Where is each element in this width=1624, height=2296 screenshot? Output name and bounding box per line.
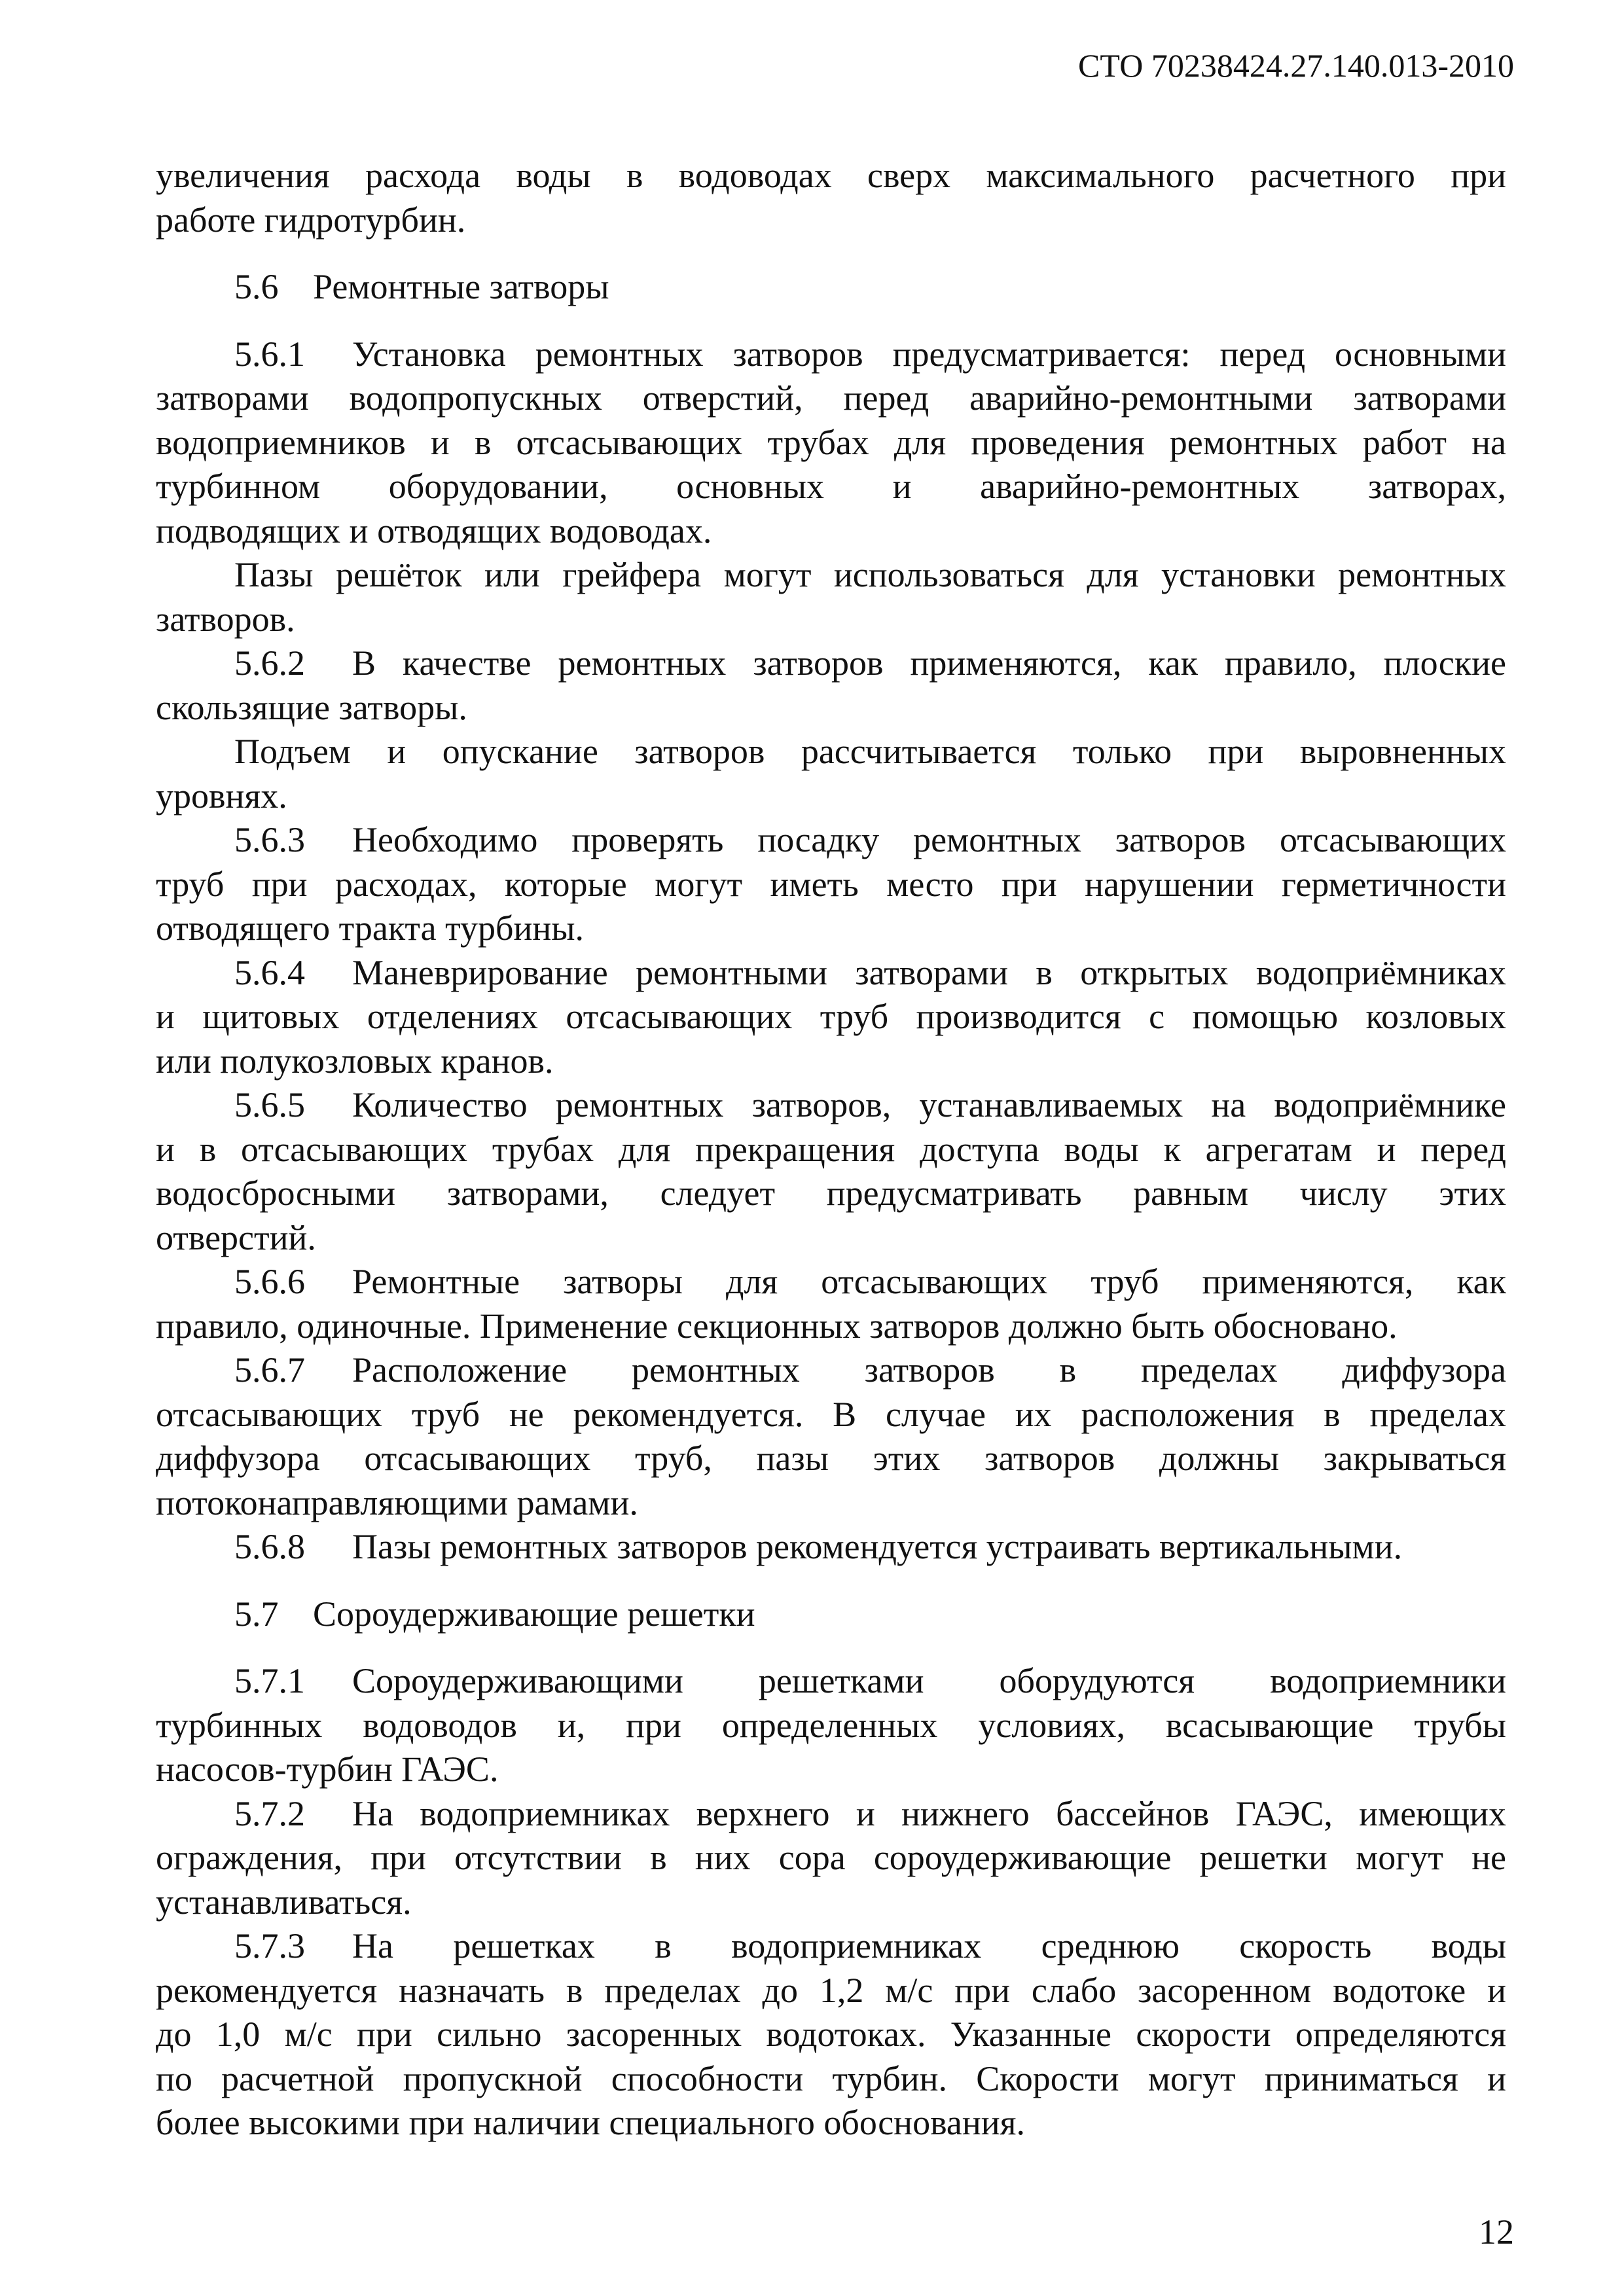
clause-5-6-4-first-line: 5.6.4 Маневрирование ремонтными затворами в открытых водоприёмниках — [156, 951, 1506, 996]
clause-number: 5.6.7 — [234, 1350, 305, 1390]
body-line: водосбросными затворами, следует предусматривать равным числу этих — [156, 1174, 1506, 1213]
section-number: 5.6 — [234, 267, 279, 306]
body-line: правило, одиночные. Применение секционных затворов должно быть обосновано. — [156, 1306, 1398, 1346]
body-line: затворов. — [156, 599, 295, 639]
page-number: 12 — [1479, 2212, 1514, 2251]
clause-number: 5.7.3 — [234, 1926, 305, 1965]
section-heading-5-6 — [156, 265, 1506, 310]
section-heading-5-7 — [156, 1592, 1506, 1637]
page-body — [156, 154, 1506, 2145]
clause-5-6-8-line: 5.6.8 Пазы ремонтных затворов рекомендуется устраивать вертикальными. — [156, 1525, 1506, 1570]
body-line: потоконаправляющими рамами. — [156, 1482, 638, 1522]
body-line: работе гидротурбин. — [156, 200, 466, 240]
clause-number: 5.6.3 — [234, 820, 305, 859]
clause-5-6-7-first-line: 5.6.7 Расположение ремонтных затворов в пределах диффузора — [156, 1348, 1506, 1393]
section-title: Сороудерживающие решетки — [313, 1594, 755, 1634]
body-line: и щитовых отделениях отсасывающих труб производится с помощью козловых — [156, 997, 1506, 1036]
clause-5-7-1-first-line: 5.7.1 Сороудерживающими решетками оборудуются водоприемники — [156, 1659, 1506, 1704]
clause-5-6-6-first-line: 5.6.6 Ремонтные затворы для отсасывающих труб применяются, как — [156, 1260, 1506, 1304]
body-line: скользящие затворы. — [156, 687, 467, 727]
paragraph-first-line: Пазы решёток или грейфера могут использоваться для установки ремонтных — [234, 555, 1506, 594]
document-code-header: СТО 70238424.27.140.013-2010 — [1078, 47, 1514, 84]
body-line: рекомендуется назначать в пределах до 1,2 м/с при слабо засоренном водотоке и — [156, 1970, 1506, 2010]
clause-number: 5.7.1 — [234, 1661, 305, 1700]
clause-5-6-1-first-line: 5.6.1 Установка ремонтных затворов предусматривается: перед основными — [156, 332, 1506, 377]
body-line: устанавливаться. — [156, 1882, 412, 1922]
clause-5-6-2-first-line: 5.6.2 В качестве ремонтных затворов применяются, как правило, плоские — [156, 641, 1506, 686]
clause-number: 5.6.4 — [234, 952, 305, 992]
body-line: турбинных водоводов и, при определенных условиях, всасывающие трубы — [156, 1705, 1506, 1745]
body-line: диффузора отсасывающих труб, пазы этих затворов должны закрываться — [156, 1439, 1506, 1478]
body-line: более высокими при наличии специального обоснования. — [156, 2103, 1025, 2142]
clause-number: 5.7.2 — [234, 1793, 305, 1833]
paragraph-first-line: Подъем и опускание затворов рассчитывается только при выровненных — [234, 732, 1506, 771]
body-line: труб при расходах, которые могут иметь место при нарушении герметичности — [156, 864, 1506, 904]
clause-number: 5.6.6 — [234, 1262, 305, 1301]
section-number: 5.7 — [234, 1594, 279, 1634]
body-line: отводящего тракта турбины. — [156, 908, 585, 948]
body-line: и в отсасывающих трубах для прекращения доступа воды к агрегатам и перед — [156, 1129, 1506, 1169]
body-line: затворами водопропускных отверстий, перед аварийно-ремонтными затворами — [156, 378, 1506, 418]
body-line: или полукозловых кранов. — [156, 1041, 554, 1081]
clause-number: 5.6.5 — [234, 1085, 305, 1124]
body-line: ограждения, при отсутствии в них сора сороудерживающие решетки могут не — [156, 1838, 1506, 1877]
body-line: по расчетной пропускной способности турбин. Скорости могут приниматься и — [156, 2058, 1506, 2098]
body-line: подводящих и отводящих водоводах. — [156, 511, 712, 550]
clause-5-7-2-first-line: 5.7.2 На водоприемниках верхнего и нижнего бассейнов ГАЭС, имеющих — [156, 1792, 1506, 1837]
body-line: турбинном оборудовании, основных и аварийно-ремонтных затворах, — [156, 467, 1506, 506]
body-line: водоприемников и в отсасывающих трубах для проведения ремонтных работ на — [156, 422, 1506, 462]
body-line: отверстий. — [156, 1217, 316, 1257]
clause-number: 5.6.8 — [234, 1527, 305, 1566]
body-line: уровнях. — [156, 776, 287, 816]
clause-5-7-3-first-line: 5.7.3 На решетках в водоприемниках среднюю скорость воды — [156, 1924, 1506, 1969]
section-title: Ремонтные затворы — [313, 267, 609, 306]
body-line: до 1,0 м/с при сильно засоренных водотоках. Указанные скорости определяются — [156, 2015, 1506, 2054]
clause-number: 5.6.2 — [234, 643, 305, 683]
clause-number: 5.6.1 — [234, 334, 305, 374]
body-line: увеличения расхода воды в водоводах сверх максимального расчетного при — [156, 156, 1506, 195]
clause-5-6-3-first-line: 5.6.3 Необходимо проверять посадку ремонтных затворов отсасывающих — [156, 818, 1506, 863]
body-line: отсасывающих труб не рекомендуется. В случае их расположения в пределах — [156, 1394, 1506, 1434]
clause-5-6-5-first-line: 5.6.5 Количество ремонтных затворов, устанавливаемых на водоприёмнике — [156, 1083, 1506, 1128]
body-line: насосов-турбин ГАЭС. — [156, 1749, 499, 1789]
